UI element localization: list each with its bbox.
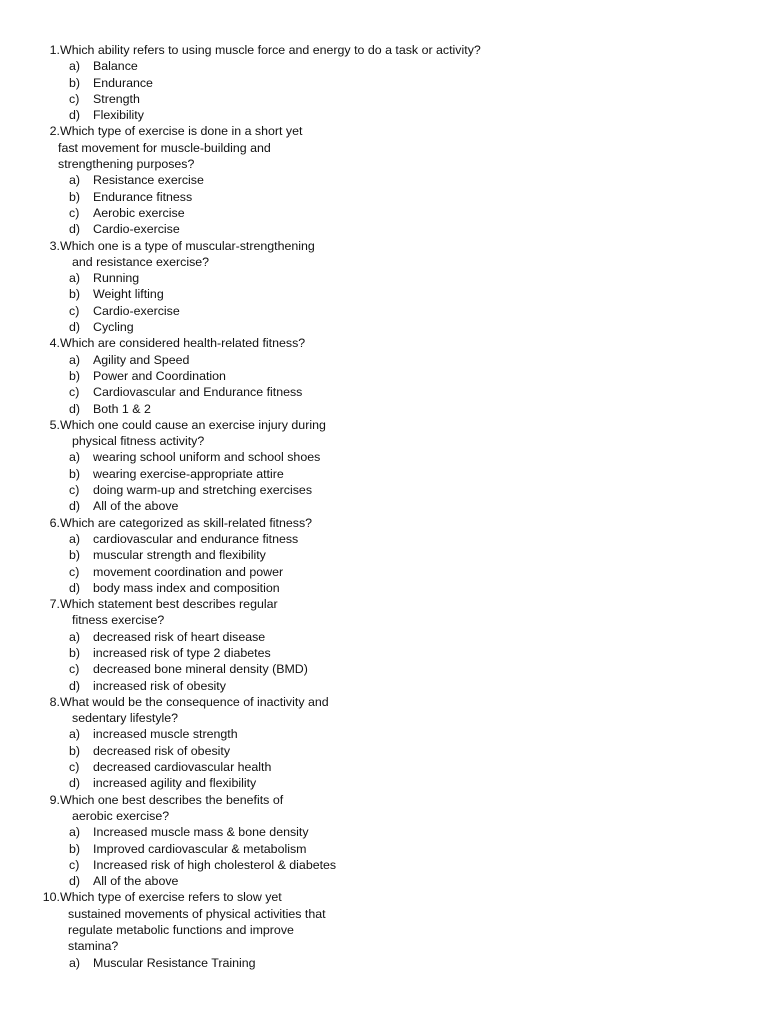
question-line: sedentary lifestyle? bbox=[72, 711, 179, 726]
option-text: increased muscle strength bbox=[93, 727, 238, 742]
answer-options bbox=[0, 270, 768, 335]
option-text: wearing school uniform and school shoes bbox=[93, 450, 321, 465]
question-line: Which type of exercise is done in a short yet bbox=[60, 124, 303, 139]
answer-options bbox=[0, 824, 768, 889]
option-letter: b) bbox=[69, 287, 81, 302]
option-text: muscular strength and flexibility bbox=[93, 548, 266, 563]
option-letter: a) bbox=[69, 450, 81, 465]
option-letter: a) bbox=[69, 629, 81, 644]
answer-option bbox=[0, 449, 768, 465]
question-text bbox=[60, 596, 278, 629]
option-text: decreased risk of obesity bbox=[93, 743, 231, 758]
option-text: Flexibility bbox=[93, 108, 144, 123]
answer-option bbox=[0, 857, 768, 873]
option-text: Endurance bbox=[93, 75, 153, 90]
question-text bbox=[60, 42, 481, 58]
question-number: 7. bbox=[49, 597, 60, 612]
question-line: Which are categorized as skill-related fitness? bbox=[60, 515, 313, 530]
option-text: Endurance fitness bbox=[93, 189, 193, 204]
question-4 bbox=[0, 335, 768, 416]
question-text bbox=[60, 515, 312, 531]
question-line: Which one best describes the benefits of bbox=[60, 792, 284, 807]
option-text: Muscular Resistance Training bbox=[93, 955, 256, 970]
question-line: fast movement for muscle-building and bbox=[58, 140, 271, 155]
option-letter: c) bbox=[69, 857, 80, 872]
answer-option bbox=[0, 743, 768, 759]
answer-option bbox=[0, 955, 768, 971]
option-letter: c) bbox=[69, 205, 80, 220]
question-stem bbox=[0, 238, 768, 271]
option-letter: c) bbox=[69, 91, 80, 106]
answer-option bbox=[0, 824, 768, 840]
question-9 bbox=[0, 792, 768, 890]
question-number: 6. bbox=[49, 515, 60, 530]
option-text: decreased risk of heart disease bbox=[93, 629, 266, 644]
answer-options bbox=[0, 531, 768, 596]
option-letter: a) bbox=[69, 531, 81, 546]
question-1 bbox=[0, 42, 768, 123]
option-letter: d) bbox=[69, 499, 81, 514]
answer-option bbox=[0, 531, 768, 547]
answer-option bbox=[0, 678, 768, 694]
option-letter: c) bbox=[69, 303, 80, 318]
answer-option bbox=[0, 645, 768, 661]
question-stem bbox=[0, 515, 768, 531]
option-letter: b) bbox=[69, 75, 81, 90]
answer-option bbox=[0, 58, 768, 74]
option-text: movement coordination and power bbox=[93, 564, 284, 579]
option-letter: a) bbox=[69, 955, 81, 970]
option-text: Strength bbox=[93, 91, 140, 106]
answer-option bbox=[0, 107, 768, 123]
answer-option bbox=[0, 205, 768, 221]
option-letter: b) bbox=[69, 466, 81, 481]
question-stem bbox=[0, 335, 768, 351]
question-line: Which are considered health-related fitness? bbox=[60, 336, 306, 351]
option-text: Cardio-exercise bbox=[93, 222, 180, 237]
answer-options bbox=[0, 955, 768, 971]
question-number: 2. bbox=[49, 124, 60, 139]
option-text: Increased muscle mass & bone density bbox=[93, 825, 309, 840]
answer-option bbox=[0, 319, 768, 335]
question-number: 8. bbox=[49, 694, 60, 709]
question-text bbox=[60, 238, 315, 271]
question-line: Which ability refers to using muscle force and energy to do a task or activity? bbox=[60, 43, 481, 57]
answer-option bbox=[0, 629, 768, 645]
answer-option bbox=[0, 841, 768, 857]
option-text: Cycling bbox=[93, 320, 134, 335]
option-letter: a) bbox=[69, 271, 81, 286]
option-letter: c) bbox=[69, 760, 80, 775]
option-letter: d) bbox=[69, 320, 81, 335]
option-letter: d) bbox=[69, 580, 81, 595]
answer-option bbox=[0, 303, 768, 319]
question-line: What would be the consequence of inactivity and bbox=[60, 694, 329, 709]
question-line: Which type of exercise refers to slow yet bbox=[60, 890, 282, 905]
question-8 bbox=[0, 694, 768, 792]
option-text: Balance bbox=[93, 59, 138, 74]
option-letter: b) bbox=[69, 189, 81, 204]
question-stem bbox=[0, 792, 768, 825]
answer-option bbox=[0, 368, 768, 384]
option-letter: a) bbox=[69, 173, 81, 188]
option-text: wearing exercise-appropriate attire bbox=[93, 466, 284, 481]
option-letter: d) bbox=[69, 401, 81, 416]
answer-options bbox=[0, 629, 768, 694]
question-number: 5. bbox=[49, 417, 60, 432]
answer-option bbox=[0, 172, 768, 188]
answer-option bbox=[0, 352, 768, 368]
option-text: Both 1 & 2 bbox=[93, 401, 151, 416]
question-stem bbox=[0, 596, 768, 629]
option-text: All of the above bbox=[93, 874, 179, 889]
answer-option bbox=[0, 873, 768, 889]
option-text: increased agility and flexibility bbox=[93, 776, 257, 791]
question-2 bbox=[0, 123, 768, 237]
question-text bbox=[60, 123, 302, 172]
question-line: regulate metabolic functions and improve bbox=[68, 923, 294, 938]
option-letter: d) bbox=[69, 874, 81, 889]
answer-options bbox=[0, 58, 768, 123]
question-stem bbox=[0, 42, 768, 58]
answer-option bbox=[0, 401, 768, 417]
answer-option bbox=[0, 286, 768, 302]
option-letter: b) bbox=[69, 368, 81, 383]
option-letter: d) bbox=[69, 222, 81, 237]
answer-option bbox=[0, 221, 768, 237]
question-line: strengthening purposes? bbox=[58, 157, 195, 172]
question-text bbox=[60, 335, 305, 351]
question-5 bbox=[0, 417, 768, 515]
question-number: 3. bbox=[49, 238, 60, 253]
option-text: Cardiovascular and Endurance fitness bbox=[93, 385, 303, 400]
question-line: Which one could cause an exercise injury during bbox=[60, 417, 326, 432]
option-text: increased risk of obesity bbox=[93, 678, 226, 693]
answer-options bbox=[0, 352, 768, 417]
question-number: 10. bbox=[42, 890, 60, 905]
answer-option bbox=[0, 75, 768, 91]
answer-option bbox=[0, 547, 768, 563]
option-text: Running bbox=[93, 271, 140, 286]
option-text: All of the above bbox=[93, 499, 179, 514]
option-letter: c) bbox=[69, 564, 80, 579]
option-letter: c) bbox=[69, 483, 80, 498]
question-line: sustained movements of physical activities that bbox=[68, 906, 326, 921]
option-text: body mass index and composition bbox=[93, 580, 280, 595]
option-letter: c) bbox=[69, 385, 80, 400]
option-letter: d) bbox=[69, 108, 81, 123]
option-text: Cardio-exercise bbox=[93, 303, 180, 318]
question-line: physical fitness activity? bbox=[72, 434, 205, 449]
answer-option bbox=[0, 466, 768, 482]
option-text: Improved cardiovascular & metabolism bbox=[93, 841, 307, 856]
answer-option bbox=[0, 580, 768, 596]
question-text bbox=[60, 417, 326, 450]
answer-option bbox=[0, 726, 768, 742]
option-text: Agility and Speed bbox=[93, 352, 190, 367]
question-text bbox=[60, 694, 329, 727]
option-letter: b) bbox=[69, 645, 81, 660]
option-text: Increased risk of high cholesterol & diabetes bbox=[93, 857, 337, 872]
option-text: Resistance exercise bbox=[93, 173, 204, 188]
answer-option bbox=[0, 775, 768, 791]
answer-option bbox=[0, 498, 768, 514]
question-line: and resistance exercise? bbox=[72, 254, 210, 269]
question-6 bbox=[0, 515, 768, 596]
question-3 bbox=[0, 238, 768, 336]
option-text: cardiovascular and endurance fitness bbox=[93, 531, 299, 546]
question-stem bbox=[0, 889, 768, 954]
question-line: Which statement best describes regular bbox=[60, 597, 278, 612]
answer-option bbox=[0, 482, 768, 498]
option-letter: b) bbox=[69, 841, 81, 856]
question-10 bbox=[0, 889, 768, 970]
document-page bbox=[0, 42, 768, 971]
option-letter: a) bbox=[69, 825, 81, 840]
option-text: decreased bone mineral density (BMD) bbox=[93, 662, 308, 677]
question-stem bbox=[0, 123, 768, 172]
option-text: Aerobic exercise bbox=[93, 205, 185, 220]
option-letter: d) bbox=[69, 678, 81, 693]
option-text: Power and Coordination bbox=[93, 368, 226, 383]
option-text: decreased cardiovascular health bbox=[93, 760, 272, 775]
option-letter: d) bbox=[69, 776, 81, 791]
question-text bbox=[60, 889, 326, 954]
answer-option bbox=[0, 270, 768, 286]
option-text: doing warm-up and stretching exercises bbox=[93, 483, 313, 498]
option-letter: b) bbox=[69, 743, 81, 758]
question-number: 9. bbox=[49, 792, 60, 807]
question-line: aerobic exercise? bbox=[72, 808, 170, 823]
question-line: fitness exercise? bbox=[72, 613, 165, 628]
answer-options bbox=[0, 449, 768, 514]
question-text bbox=[60, 792, 283, 825]
answer-options bbox=[0, 726, 768, 791]
question-number: 4. bbox=[49, 336, 60, 351]
question-stem bbox=[0, 694, 768, 727]
question-line: Which one is a type of muscular-strengthening bbox=[60, 238, 315, 253]
answer-option bbox=[0, 384, 768, 400]
question-line: stamina? bbox=[68, 939, 119, 954]
answer-option bbox=[0, 189, 768, 205]
option-letter: a) bbox=[69, 727, 81, 742]
question-7 bbox=[0, 596, 768, 694]
option-text: Weight lifting bbox=[93, 287, 164, 302]
answer-option bbox=[0, 661, 768, 677]
option-text: increased risk of type 2 diabetes bbox=[93, 645, 271, 660]
option-letter: a) bbox=[69, 59, 81, 74]
answer-options bbox=[0, 172, 768, 237]
answer-option bbox=[0, 91, 768, 107]
option-letter: b) bbox=[69, 548, 81, 563]
question-stem bbox=[0, 417, 768, 450]
option-letter: c) bbox=[69, 662, 80, 677]
answer-option bbox=[0, 759, 768, 775]
question-number: 1. bbox=[49, 43, 60, 57]
option-letter: a) bbox=[69, 352, 81, 367]
answer-option bbox=[0, 564, 768, 580]
